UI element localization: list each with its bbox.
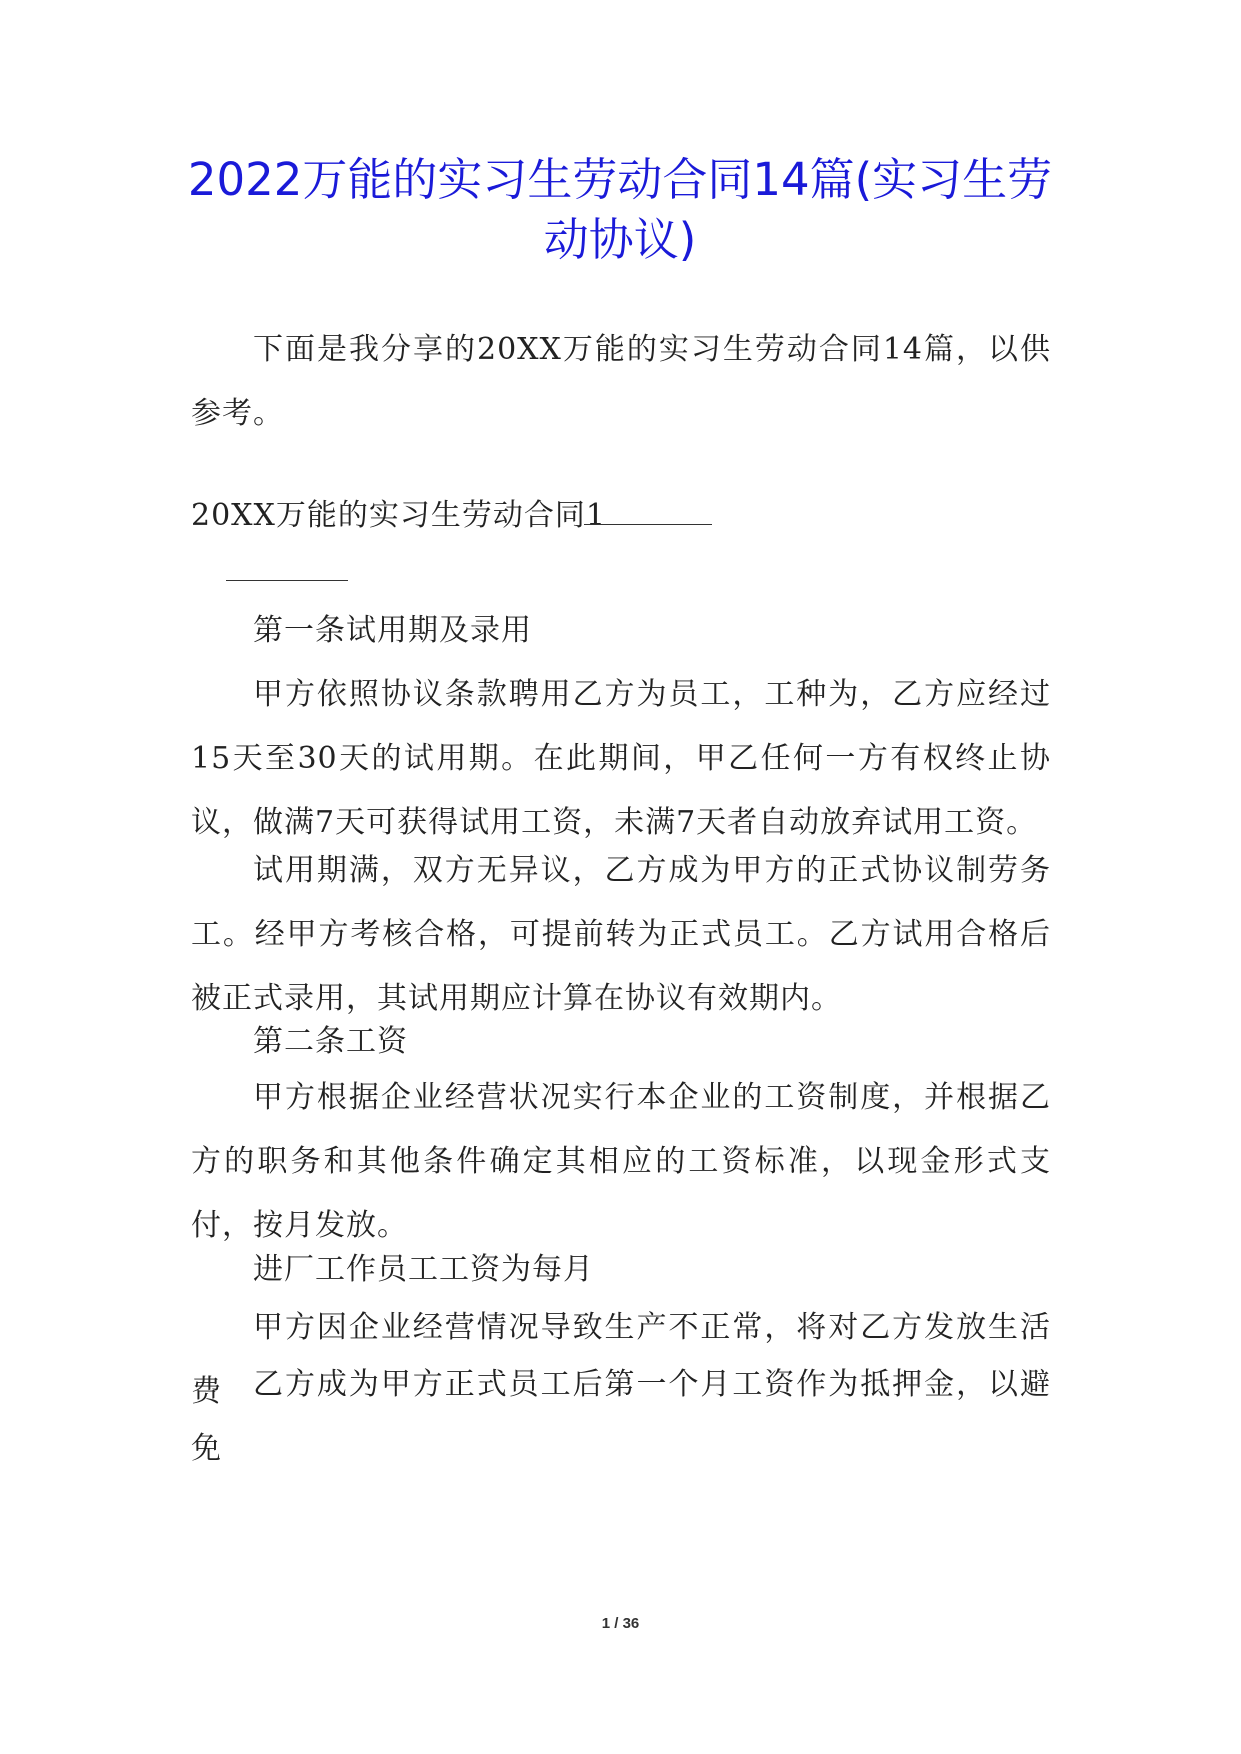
body-paragraph: 甲方因企业经营情况导致生产不正常，将对乙方发放生活费 <box>191 1310 1051 1409</box>
body-paragraph: 试用期满，双方无异议，乙方成为甲方的正式协议制劳务工。经甲方考核合格，可提前转为正式员工。乙方试用合格后被正式录用，其试用期应计算在协议有效期内。 <box>191 853 1051 1016</box>
page-number: 1 / 36 <box>601 1615 640 1632</box>
section-heading: 20XX万能的实习生劳动合同1 <box>191 498 606 533</box>
intro-paragraph: 下面是我分享的20XX万能的实习生劳动合同14篇，以供参考。 <box>191 332 1051 431</box>
clause-heading: 第二条工资 <box>253 1024 408 1059</box>
body-paragraph: 乙方成为甲方正式员工后第一个月工资作为抵押金，以避免 <box>191 1367 1051 1466</box>
body-paragraph: 甲方依照协议条款聘用乙方为员工，工种为，乙方应经过15天至30天的试用期。在此期间，甲乙任何一方有权终止协议，做满7天可获得试用工资，未满7天者自动放弃试用工资。 <box>191 677 1051 840</box>
body-paragraph: 甲方根据企业经营状况实行本企业的工资制度，并根据乙方的职务和其他条件确定其相应的工资标准，以现金形式支付，按月发放。 <box>191 1080 1051 1243</box>
clause-heading: 第一条试用期及录用 <box>253 613 532 648</box>
document-title: 2022万能的实习生劳动合同14篇(实习生劳动协议) <box>187 153 1053 266</box>
blank-underline <box>584 524 712 525</box>
blank-underline <box>226 580 348 581</box>
body-paragraph: 进厂工作员工工资为每月 <box>253 1252 594 1287</box>
